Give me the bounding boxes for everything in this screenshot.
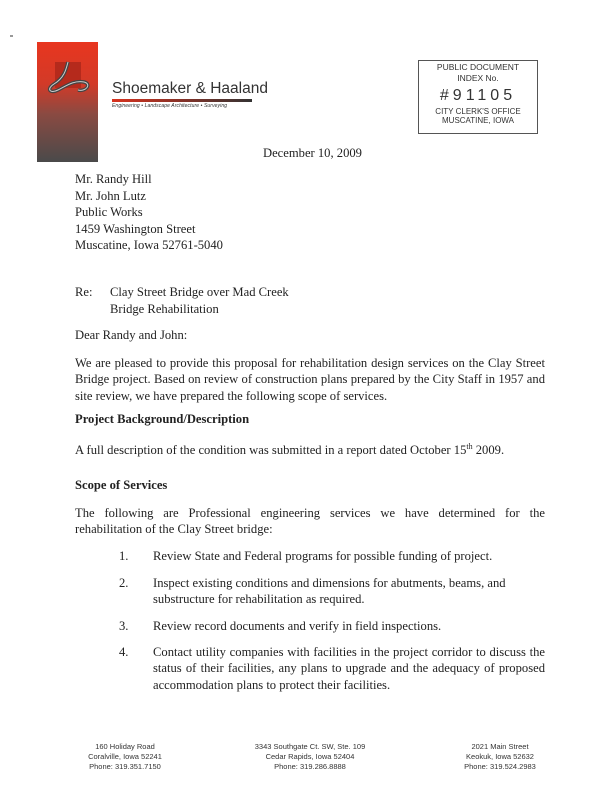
stamp-index-number: #91105	[439, 87, 517, 104]
section-heading: Scope of Services	[75, 478, 168, 492]
address-line: Muscatine, Iowa 52761-5040	[75, 238, 223, 252]
text: 2009.	[472, 443, 505, 458]
re-subject	[110, 284, 289, 317]
item-number: 1.	[119, 549, 129, 563]
intro-paragraph: We are pleased to provide this proposal for rehabilitation design services on the Clay Street Bridge project. Based on review of construction plans prepared by the City Staff in 1957 and site review, we have prepared the following scope of services.	[75, 356, 545, 403]
scope-item: Review State and Federal programs for possible funding of project.	[153, 549, 493, 563]
salutation: Dear Randy and John:	[75, 328, 188, 342]
stamp-line: PUBLIC DOCUMENT	[436, 62, 520, 72]
re-line: Clay Street Bridge over Mad Creek	[110, 285, 289, 299]
item-number: 4.	[119, 645, 129, 659]
footer-line: Phone: 319.286.8888	[274, 762, 346, 771]
scope-item: Review record documents and verify in field inspections.	[153, 619, 442, 633]
section-heading: Project Background/Description	[75, 412, 250, 426]
superscript: th	[466, 442, 473, 451]
footer-office-coralville	[70, 742, 180, 772]
stamp-line: CITY CLERK'S OFFICE	[435, 107, 521, 116]
address-line: 1459 Washington Street	[75, 221, 196, 236]
re-label: Re:	[75, 285, 93, 299]
text: A full description of the condition was submitted in a report dated October 15	[75, 443, 467, 458]
footer-office-cedar-rapids	[240, 742, 380, 772]
re-line: Bridge Rehabilitation	[110, 301, 219, 316]
footer-line: 160 Holiday Road	[95, 742, 155, 751]
scope-intro: The following are Professional engineering services we have determined for the rehabilitation of the Clay Street bridge:	[75, 506, 545, 537]
background-paragraph	[75, 439, 504, 459]
company-name: Shoemaker & Haaland	[112, 80, 268, 97]
scope-item: Inspect existing conditions and dimensions for abutments, beams, and substructure for rehabilitation as required.	[153, 576, 506, 607]
letterhead-rule	[112, 99, 252, 102]
address-line: Public Works	[75, 205, 143, 219]
scope-item: Contact utility companies with facilities in the project corridor to discuss the status of their facilities, any plans to upgrade and the adequacy of proposed accommodation plans to protect their facilities.	[153, 645, 545, 692]
footer-line: Keokuk, Iowa 52632	[466, 752, 534, 761]
item-number: 2.	[119, 576, 129, 590]
stamp-line: INDEX No.	[457, 73, 499, 83]
footer-line: Coralville, Iowa 52241	[88, 752, 162, 761]
item-number: 3.	[119, 619, 129, 633]
footer-line: 3343 Southgate Ct. SW, Ste. 109	[254, 742, 366, 751]
footer-line: 2021 Main Street	[471, 742, 529, 751]
recipient-address	[75, 171, 223, 254]
footer-office-keokuk	[445, 742, 555, 772]
footer-line: Phone: 319.351.7150	[89, 762, 161, 771]
address-line: Mr. John Lutz	[75, 188, 147, 203]
public-document-stamp	[418, 60, 538, 134]
footer-line: Cedar Rapids, Iowa 52404	[265, 752, 355, 761]
letter-date: December 10, 2009	[263, 146, 362, 160]
logo-sh-icon	[42, 60, 97, 100]
footer-line: Phone: 319.524.2983	[464, 762, 536, 771]
address-line: Mr. Randy Hill	[75, 172, 152, 186]
company-tagline: Engineering • Landscape Architecture • Surveying	[112, 103, 228, 109]
stamp-line: MUSCATINE, IOWA	[442, 116, 514, 125]
scan-speck	[10, 35, 13, 37]
